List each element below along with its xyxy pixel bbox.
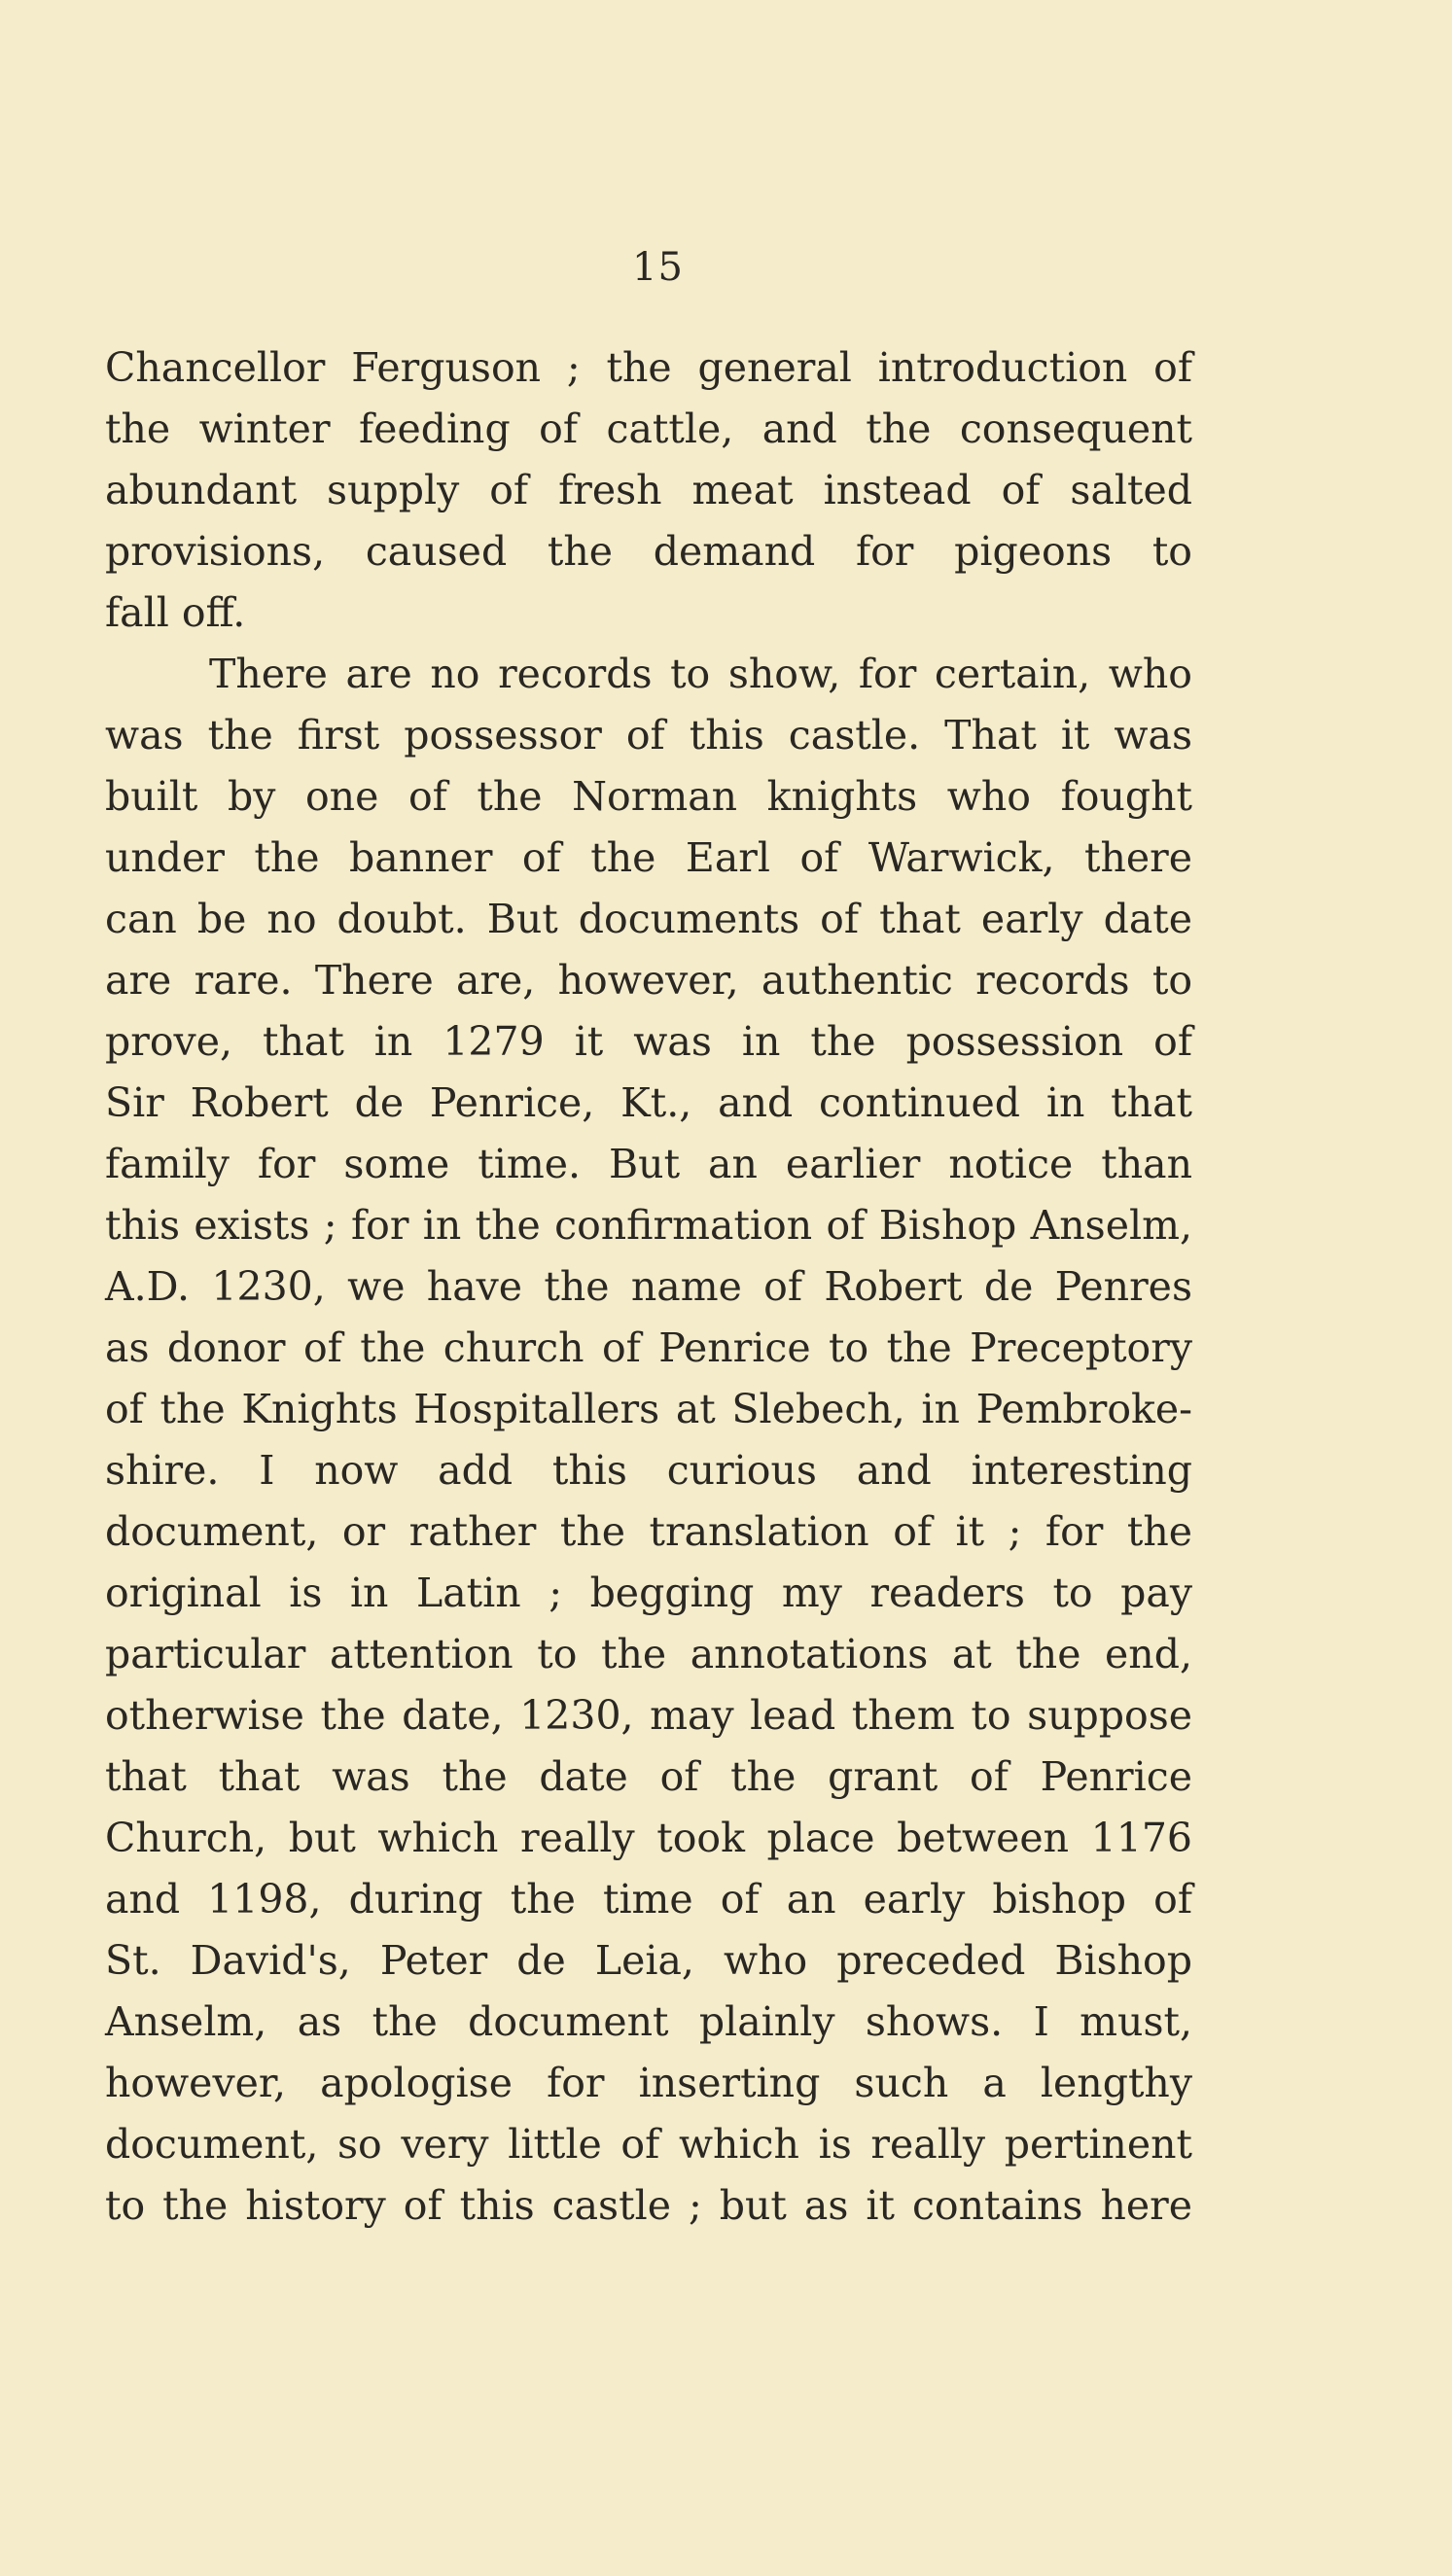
text-line: document, or rather the translation of it ; for the: [105, 1508, 1192, 1555]
text-line: as donor of the church of Penrice to the Preceptory: [105, 1324, 1192, 1371]
text-line: Anselm, as the document plainly shows. I must,: [105, 1998, 1192, 2045]
text-line: built by one of the Norman knights who fought: [105, 773, 1192, 820]
text-line: can be no doubt. But documents of that early date: [105, 896, 1192, 942]
text-line: particular attention to the annotations at the end,: [105, 1631, 1192, 1677]
text-line: however, apologise for inserting such a lengthy: [105, 2060, 1192, 2106]
text-line: are rare. There are, however, authentic records to: [105, 957, 1192, 1004]
page-number: 15: [632, 245, 684, 290]
paragraph-end-line: fall off.: [105, 589, 246, 636]
text-line: to the history of this castle ; but as it contains here: [105, 2182, 1192, 2229]
text-line: St. David's, Peter de Leia, who preceded Bishop: [105, 1937, 1192, 1984]
text-line: the winter feeding of cattle, and the consequent: [105, 406, 1192, 452]
text-line: was the first possessor of this castle. That it was: [105, 712, 1192, 759]
text-line: family for some time. But an earlier notice than: [105, 1141, 1192, 1187]
text-line: and 1198, during the time of an early bishop of: [105, 1876, 1192, 1923]
text-line: otherwise the date, 1230, may lead them to suppose: [105, 1692, 1192, 1739]
body-text: [105, 337, 1192, 2237]
text-line: Church, but which really took place between 1176: [105, 1815, 1192, 1861]
text-line: of the Knights Hospitallers at Slebech, in Pembroke-: [105, 1386, 1192, 1432]
text-line: document, so very little of which is really pertinent: [105, 2121, 1192, 2168]
text-line: abundant supply of fresh meat instead of salted: [105, 467, 1192, 513]
text-line: A.D. 1230, we have the name of Robert de Penres: [105, 1263, 1192, 1310]
text-line: this exists ; for in the confirmation of Bishop Anselm,: [105, 1202, 1192, 1249]
text-line: Sir Robert de Penrice, Kt., and continued in that: [105, 1079, 1192, 1126]
text-line: Chancellor Ferguson ; the general introduction of: [105, 344, 1192, 391]
text-line: prove, that in 1279 it was in the possession of: [105, 1018, 1192, 1065]
text-line: provisions, caused the demand for pigeons to: [105, 528, 1192, 575]
paragraph-start-line: There are no records to show, for certain, who: [209, 651, 1192, 697]
text-line: original is in Latin ; begging my readers to pay: [105, 1570, 1192, 1616]
text-line: under the banner of the Earl of Warwick, there: [105, 834, 1192, 881]
text-line: shire. I now add this curious and interesting: [105, 1447, 1192, 1494]
text-line: that that was the date of the grant of Penrice: [105, 1753, 1192, 1800]
